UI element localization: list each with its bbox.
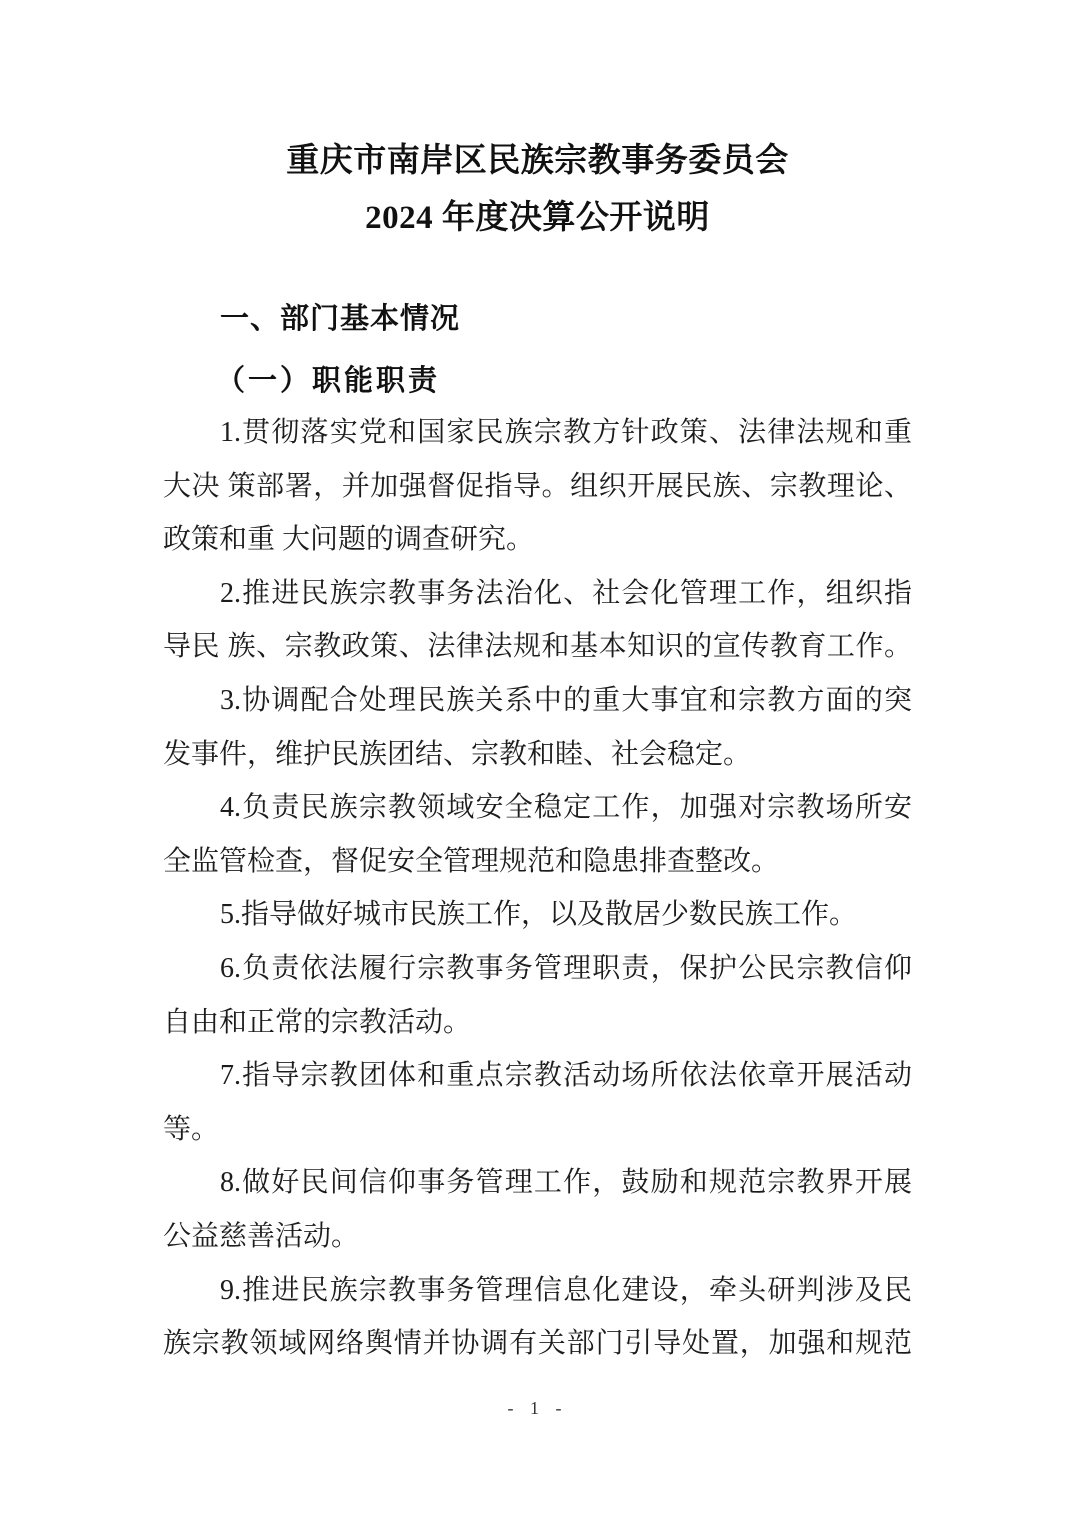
- document-content: [0, 140, 1075, 1419]
- document-body: [163, 406, 912, 1371]
- body-line: 等。: [163, 1113, 220, 1145]
- body-line: 1.贯彻落实党和国家民族宗教方针政策、法律法规和重: [220, 417, 912, 448]
- body-line: 公益慈善活动。: [163, 1220, 360, 1252]
- body-line: 8.做好民间信仰事务管理工作，鼓励和规范宗教界开展: [220, 1167, 912, 1199]
- body-line: 5.指导做好城市民族工作，以及散居少数民族工作。: [220, 899, 858, 931]
- body-line: 发事件，维护民族团结、宗教和睦、社会稳定。: [163, 738, 752, 770]
- document-title-line-2: 2024 年度决算公开说明: [365, 200, 710, 236]
- body-line: 大决 策部署，并加强督促指导。组织开展民族、宗教理论、: [163, 470, 912, 502]
- document-title-line-1: 重庆市南岸区民族宗教事务委员会: [286, 143, 789, 179]
- page-footer: [163, 1397, 912, 1419]
- body-line: 全监管检查，督促安全管理规范和隐患排查整改。: [163, 845, 780, 877]
- body-line: 3.协调配合处理民族关系中的重大事宜和宗教方面的突: [220, 684, 912, 716]
- body-line: 政策和重 大问题的调查研究。: [163, 524, 535, 556]
- body-line: 族宗教领域网络舆情并协调有关部门引导处置，加强和规范: [163, 1328, 912, 1360]
- body-line: 4.负责民族宗教领域安全稳定工作，加强对宗教场所安: [220, 792, 912, 824]
- body-line: 6.负责依法履行宗教事务管理职责，保护公民宗教信仰: [220, 952, 912, 984]
- body-line: 导民 族、宗教政策、法律法规和基本知识的宣传教育工作。: [163, 631, 912, 663]
- subsection-heading: （一）职能职责: [216, 365, 441, 397]
- section-heading: 一、部门基本情况: [220, 303, 461, 335]
- body-line: 7.指导宗教团体和重点宗教活动场所依法依章开展活动: [220, 1060, 912, 1092]
- body-line: 9.推进民族宗教事务管理信息化建设，牵头研判涉及民: [220, 1274, 912, 1306]
- body-line: 自由和正常的宗教活动。: [163, 1006, 472, 1038]
- page-number: - 1 -: [507, 1397, 568, 1418]
- body-line: 2.推进民族宗教事务法治化、社会化管理工作，组织指: [220, 577, 912, 609]
